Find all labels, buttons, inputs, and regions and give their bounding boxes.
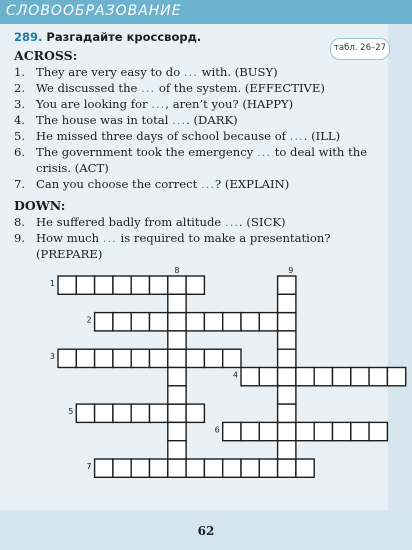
clue-before: How much <box>36 231 103 245</box>
across-clue-3 <box>14 96 392 112</box>
crossword-cell[interactable] <box>150 459 168 477</box>
crossword-cell[interactable] <box>314 368 332 386</box>
crossword-cell[interactable] <box>168 386 186 404</box>
down-clue-1 <box>14 214 392 230</box>
crossword-cell[interactable] <box>150 404 168 422</box>
clue-gap: ... <box>224 215 240 229</box>
crossword-cell[interactable] <box>259 368 277 386</box>
clue-before: We discussed the <box>36 81 142 95</box>
across-clue-5 <box>14 128 392 144</box>
clue-after: . (ILL) <box>303 129 341 143</box>
clue-after: is required to make a presentation? <box>116 231 331 245</box>
crossword-cell[interactable] <box>278 349 296 367</box>
crossword-cell[interactable] <box>150 349 168 367</box>
down-clue-2-continued <box>14 246 392 262</box>
crossword-cell[interactable] <box>223 459 241 477</box>
clue-gap: ... <box>289 129 304 143</box>
crossword-cell[interactable] <box>369 422 387 440</box>
clue-before: They are very easy to do <box>36 65 184 79</box>
crossword-cell[interactable] <box>259 422 277 440</box>
crossword-cell[interactable] <box>95 459 113 477</box>
crossword-cell[interactable] <box>223 349 241 367</box>
crossword-cell[interactable] <box>296 422 314 440</box>
across-clue-7 <box>14 176 392 192</box>
clue-n: 5. <box>14 129 26 143</box>
clue-gap: ... <box>151 97 166 111</box>
crossword-cell[interactable] <box>168 331 186 349</box>
crossword-cell[interactable] <box>131 276 149 294</box>
task-instruction: Разгадайте кроссворд. <box>46 30 202 44</box>
clue-gap: ... <box>141 81 156 95</box>
clue-gap: ... <box>256 145 272 159</box>
crossword-cell[interactable] <box>296 459 314 477</box>
crossword-cell[interactable] <box>168 459 186 477</box>
section-title: СЛОВООБРАЗОВАНИЕ <box>6 3 182 19</box>
crossword-cell[interactable] <box>131 459 149 477</box>
crossword-cell[interactable] <box>168 294 186 312</box>
crossword-cell[interactable] <box>95 349 113 367</box>
clue-before: Can you choose the correct <box>36 177 201 191</box>
crossword-cell[interactable] <box>223 313 241 331</box>
clue-number-label: 3 <box>49 352 55 362</box>
crossword-cell[interactable] <box>168 422 186 440</box>
clue-before: You are looking for <box>36 97 152 111</box>
clue-cont: (PREPARE) <box>36 247 103 261</box>
crossword-cell[interactable] <box>95 313 113 331</box>
crossword-cell[interactable] <box>314 422 332 440</box>
clue-n: 9. <box>14 231 26 245</box>
clue-cont: crisis. (ACT) <box>36 161 109 175</box>
crossword-cell[interactable] <box>186 349 204 367</box>
crossword-cell[interactable] <box>278 404 296 422</box>
clue-gap: ... <box>200 177 216 191</box>
across-clue-4 <box>14 112 392 128</box>
crossword-cell[interactable] <box>168 368 186 386</box>
crossword-cell[interactable] <box>150 313 168 331</box>
crossword-cell[interactable] <box>131 313 149 331</box>
table-reference-badge: табл. 26–27 <box>330 38 390 60</box>
clue-n: 8. <box>14 215 26 229</box>
down-clue-2 <box>14 230 392 246</box>
crossword-cell[interactable] <box>259 459 277 477</box>
clue-gap: ... <box>183 65 198 79</box>
crossword-cell[interactable] <box>76 404 94 422</box>
crossword-cell[interactable] <box>113 276 131 294</box>
crossword-cell[interactable] <box>113 459 131 477</box>
crossword-cell[interactable] <box>204 313 222 331</box>
clue-number-label: 7 <box>86 462 92 471</box>
task-number: 289. <box>14 30 43 44</box>
task-heading <box>14 30 201 44</box>
crossword-cell[interactable] <box>241 368 259 386</box>
crossword-cell[interactable] <box>241 313 259 331</box>
crossword-cell[interactable] <box>351 368 369 386</box>
clue-after: with. (BUSY) <box>197 65 278 79</box>
clue-n: 1. <box>14 65 26 79</box>
crossword-cell[interactable] <box>168 276 186 294</box>
crossword-cell[interactable] <box>278 368 296 386</box>
header-band <box>0 0 412 24</box>
crossword-cell[interactable] <box>259 313 277 331</box>
crossword-cell[interactable] <box>58 276 76 294</box>
crossword-cell[interactable] <box>278 386 296 404</box>
crossword-cell[interactable] <box>333 422 351 440</box>
crossword-cell[interactable] <box>150 276 168 294</box>
crossword-cell[interactable] <box>241 459 259 477</box>
clue-before: The house was in total <box>36 113 173 127</box>
crossword-cell[interactable] <box>278 313 296 331</box>
crossword-cell[interactable] <box>95 404 113 422</box>
clue-number-label: 8 <box>174 266 180 275</box>
crossword-cell[interactable] <box>131 349 149 367</box>
crossword-cell[interactable] <box>76 349 94 367</box>
clue-n: 2. <box>14 81 26 95</box>
clue-before: He missed three days of school because of <box>36 129 290 143</box>
clue-n: 7. <box>14 177 26 191</box>
crossword-cell[interactable] <box>204 459 222 477</box>
crossword-cell[interactable] <box>58 349 76 367</box>
crossword-cell[interactable] <box>333 368 351 386</box>
crossword-cell[interactable] <box>278 294 296 312</box>
crossword-cell[interactable] <box>186 404 204 422</box>
crossword-cell[interactable] <box>186 276 204 294</box>
across-clue-6 <box>14 144 392 160</box>
crossword-cell[interactable] <box>351 422 369 440</box>
crossword-cell[interactable] <box>168 349 186 367</box>
clue-after: . (DARK) <box>186 113 238 127</box>
crossword-cell[interactable] <box>278 441 296 459</box>
crossword-cell[interactable] <box>278 276 296 294</box>
across-heading: ACROSS: <box>14 48 78 63</box>
clue-before: He suffered badly from altitude <box>36 215 225 229</box>
crossword-cell[interactable] <box>95 276 113 294</box>
crossword-cell[interactable] <box>113 404 131 422</box>
clue-number-label: 2 <box>86 315 92 325</box>
down-heading: DOWN: <box>14 198 66 213</box>
clue-after: of the system. (EFFECTIVE) <box>155 81 325 95</box>
clue-number-label: 4 <box>232 370 238 380</box>
crossword-cell[interactable] <box>278 459 296 477</box>
crossword-cell[interactable] <box>113 349 131 367</box>
crossword-cell[interactable] <box>204 349 222 367</box>
crossword-cell[interactable] <box>131 404 149 422</box>
clue-n: 6. <box>14 145 26 159</box>
clue-gap: ... <box>102 231 117 245</box>
crossword-cell[interactable] <box>369 368 387 386</box>
across-clue-2 <box>14 80 392 96</box>
crossword-cell[interactable] <box>168 313 186 331</box>
crossword-cell[interactable] <box>113 313 131 331</box>
clue-after: ? (EXPLAIN) <box>215 177 290 191</box>
crossword-cell[interactable] <box>186 313 204 331</box>
clue-n: 3. <box>14 97 26 111</box>
crossword-cell[interactable] <box>296 368 314 386</box>
clue-gap: ... <box>172 113 187 127</box>
crossword-cell[interactable] <box>76 276 94 294</box>
crossword-cell[interactable] <box>223 422 241 440</box>
clue-number-label: 9 <box>288 266 294 275</box>
clue-number-label: 1 <box>49 279 55 288</box>
crossword-cell[interactable] <box>168 404 186 422</box>
crossword-cell[interactable] <box>278 331 296 349</box>
across-clue-1 <box>14 64 392 80</box>
clue-after: . (SICK) <box>239 215 286 229</box>
crossword-cell[interactable] <box>168 441 186 459</box>
clue-after: to deal with the <box>271 145 368 159</box>
clue-number-label: 6 <box>214 425 220 435</box>
page-number: 62 <box>197 524 215 538</box>
clue-after: , aren’t you? (HAPPY) <box>165 97 294 111</box>
crossword-cell[interactable] <box>241 422 259 440</box>
clue-number-label: 5 <box>68 407 74 417</box>
crossword-cell[interactable] <box>186 459 204 477</box>
crossword-cell[interactable] <box>278 422 296 440</box>
across-clue-6-continued <box>14 160 392 176</box>
clue-before: The government took the emergency <box>36 145 257 159</box>
clue-n: 4. <box>14 113 26 127</box>
